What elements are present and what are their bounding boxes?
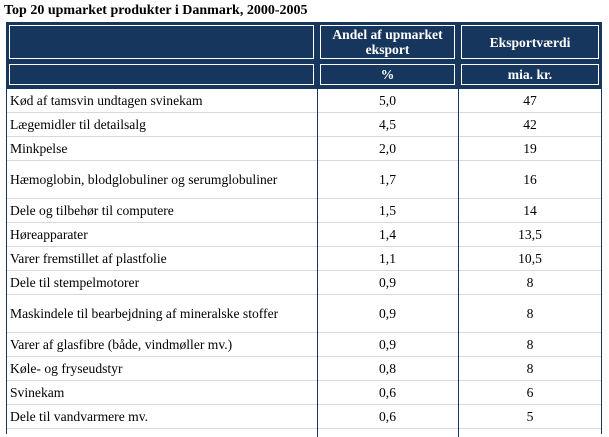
export-share: 0,6 — [317, 405, 458, 429]
product-name: Hæmoglobin, blodglobuliner og serumglobuliner — [6, 161, 317, 199]
product-name: Lægemidler til detailsalg — [6, 113, 317, 137]
header-cell-product — [6, 22, 317, 61]
table-row — [6, 357, 602, 381]
export-value: 47 — [458, 89, 602, 113]
unit-share-label: % — [320, 64, 455, 85]
unit-value-label: mia. kr. — [461, 64, 599, 85]
export-share: 1,4 — [317, 223, 458, 247]
table-row — [6, 333, 602, 357]
export-share: 0,8 — [317, 357, 458, 381]
export-share: 1,1 — [317, 247, 458, 271]
export-value: 16 — [458, 161, 602, 199]
page-title: Top 20 upmarket produkter i Danmark, 2000-2005 — [4, 3, 308, 18]
product-name: Dele til stempelmotorer — [6, 271, 317, 295]
export-value: 19 — [458, 137, 602, 161]
export-share: 1,7 — [317, 161, 458, 199]
product-name: Svinekam — [6, 381, 317, 405]
export-value: 5 — [458, 405, 602, 429]
export-value: 8 — [458, 333, 602, 357]
unit-cell-product — [6, 61, 317, 89]
table-row — [6, 405, 602, 429]
product-name: Dele til vandvarmere mv. — [6, 405, 317, 429]
product-name: Høreapparater — [6, 223, 317, 247]
table-row — [6, 295, 602, 333]
product-name: Køle- og fryseudstyr — [6, 357, 317, 381]
header-share-label: Andel af upmarket eksport — [320, 25, 455, 59]
product-name: Varer af glasfibre (både, vindmøller mv.) — [6, 333, 317, 357]
export-share: 0,9 — [317, 333, 458, 357]
export-value: 10,5 — [458, 247, 602, 271]
export-value: 6 — [458, 381, 602, 405]
header-value-label: Eksportværdi — [461, 25, 599, 59]
product-name: Minkpelse — [6, 137, 317, 161]
export-share: 0,9 — [317, 271, 458, 295]
export-value: 8 — [458, 357, 602, 381]
table-row — [6, 223, 602, 247]
product-name: Kød af tamsvin undtagen svinekam — [6, 89, 317, 113]
product-name: Maskindele til bearbejdning af mineralske stoffer — [6, 295, 317, 333]
table-row — [6, 271, 602, 295]
table-row — [6, 161, 602, 199]
table-row — [6, 89, 602, 113]
unit-cell-share — [317, 61, 458, 89]
column-divider — [317, 22, 318, 437]
table-row — [6, 381, 602, 405]
export-value: 8 — [458, 271, 602, 295]
export-table — [6, 22, 602, 429]
export-share: 0,6 — [317, 381, 458, 405]
unit-row — [6, 61, 602, 89]
export-share: 2,0 — [317, 137, 458, 161]
column-divider — [458, 22, 459, 437]
export-share: 0,9 — [317, 295, 458, 333]
unit-cell-value — [458, 61, 602, 89]
table-row — [6, 137, 602, 161]
header-product-label — [9, 25, 314, 59]
table-row — [6, 199, 602, 223]
export-share: 5,0 — [317, 89, 458, 113]
product-name: Dele og tilbehør til computere — [6, 199, 317, 223]
product-name: Varer fremstillet af plastfolie — [6, 247, 317, 271]
unit-product-label — [9, 64, 314, 85]
header-cell-share — [317, 22, 458, 61]
export-value: 42 — [458, 113, 602, 137]
export-share: 1,5 — [317, 199, 458, 223]
export-share: 4,5 — [317, 113, 458, 137]
header-row — [6, 22, 602, 61]
export-value: 13,5 — [458, 223, 602, 247]
export-value: 8 — [458, 295, 602, 333]
table-row — [6, 113, 602, 137]
header-cell-value — [458, 22, 602, 61]
table-row — [6, 247, 602, 271]
export-value: 14 — [458, 199, 602, 223]
